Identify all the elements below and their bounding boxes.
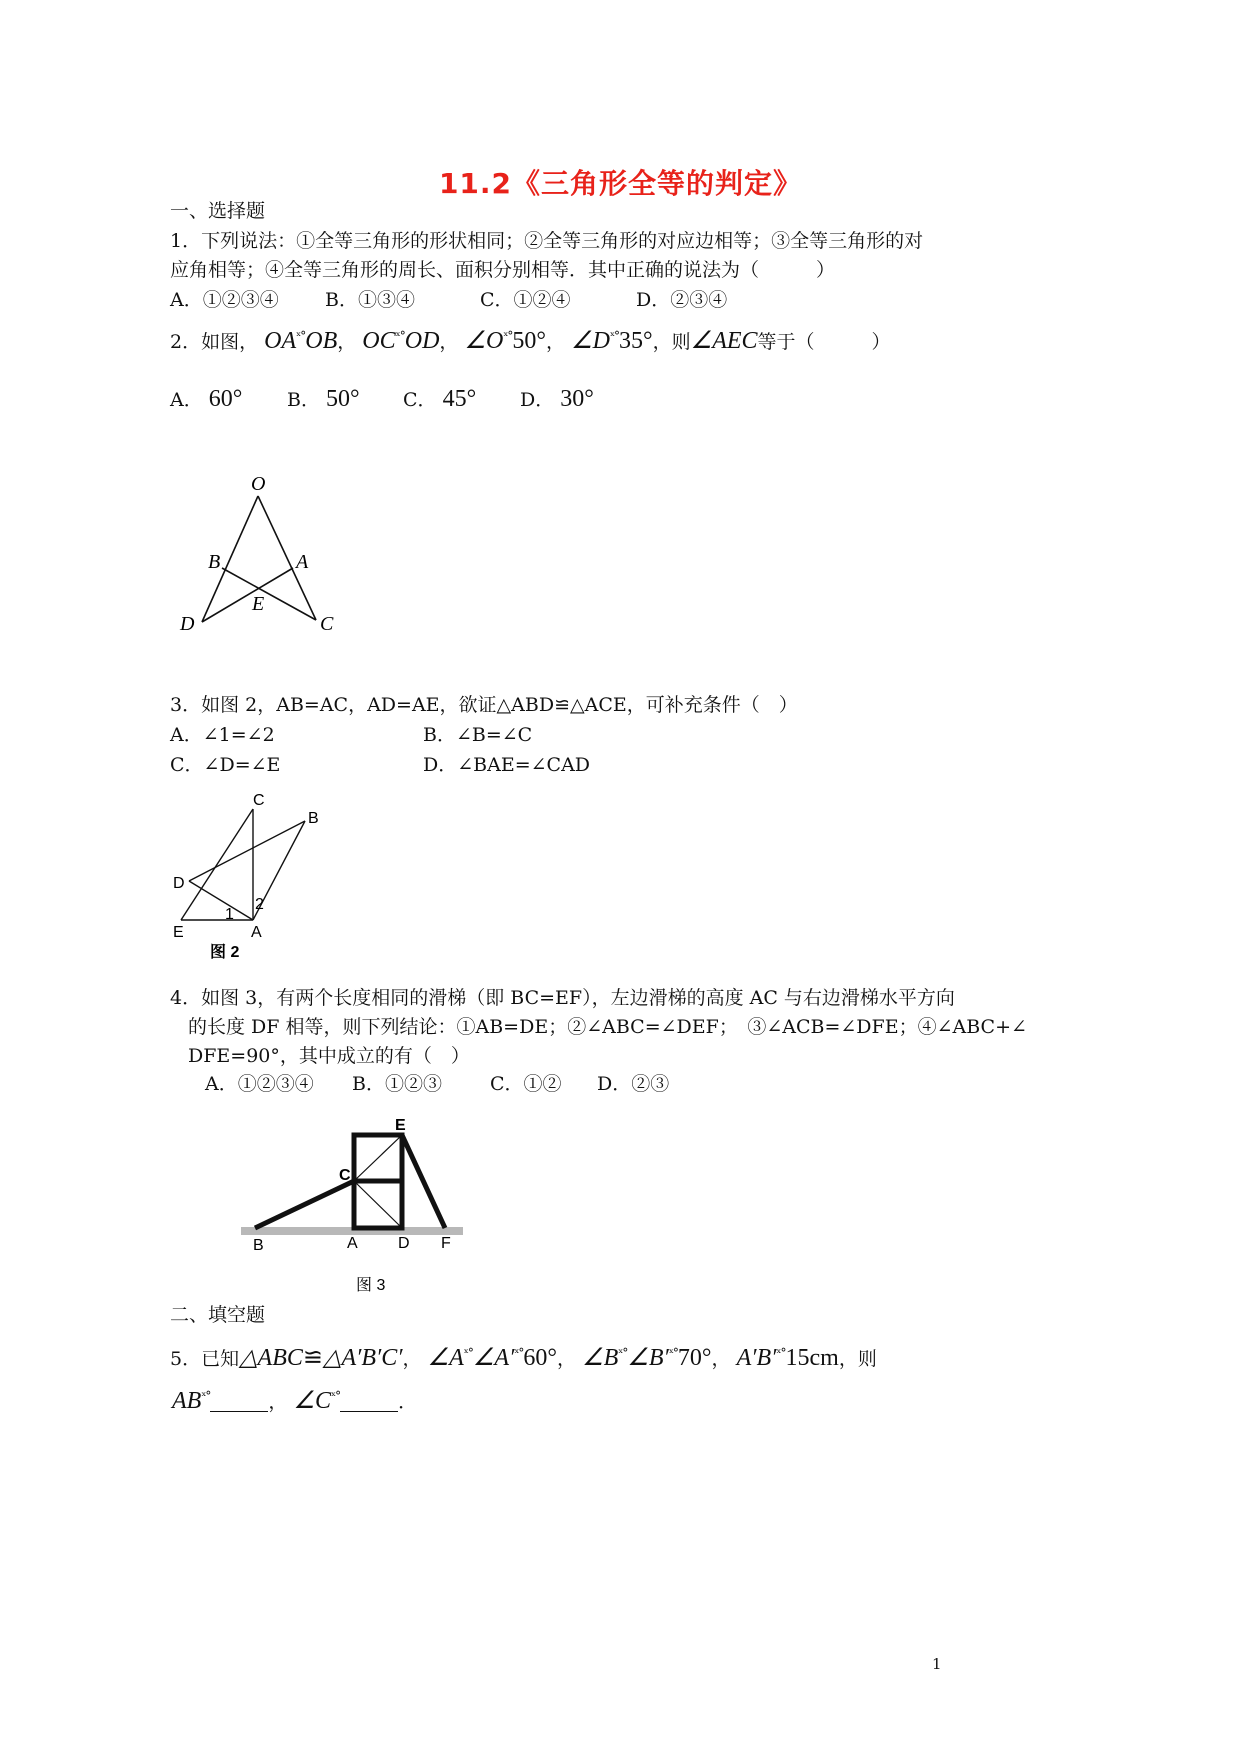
q2-garble-4: ˣ° <box>609 329 620 343</box>
q2-figure <box>170 470 350 640</box>
q4-option-a: A．①②③④ <box>205 1073 314 1095</box>
label-f: F <box>441 1235 451 1252</box>
line-ce <box>354 1135 402 1181</box>
q4-option-d: D．②③ <box>597 1073 670 1095</box>
answer-blank-ab[interactable] <box>210 1391 268 1412</box>
q2-prefix: 2．如图， <box>170 331 259 353</box>
q4-line1: 4．如图 3，有两个长度相同的滑梯（即 BC=EF），左边滑梯的高度 AC 与右边滑梯水平方向 <box>170 987 955 1009</box>
q2-sep-2: ， <box>439 331 459 353</box>
line-bc <box>222 568 316 620</box>
label-c: C <box>253 792 265 809</box>
q2-ze: ，则 <box>652 331 691 353</box>
q5-line1: 5．已知△ABC≌△A′B′C′， $\angle A^{ˣ^\circ}\angle A'^{ˣ^\circ}60^\circ$， $\angle B^{ˣ^\circ}\angle B'^{ˣ^\circ}70^\circ$， $A'B'^{ˣ^\circ}15cm$，则 <box>170 1345 877 1371</box>
q1-option-b: B．①③④ <box>325 289 415 311</box>
q4-option-c: C．①② <box>490 1073 562 1095</box>
line-ad <box>202 568 293 622</box>
label-e: E <box>395 1117 406 1134</box>
figure-2-caption: 图 2 <box>210 944 240 961</box>
q3-option-a: A．∠1=∠2 <box>170 724 275 746</box>
q1-line1: 1．下列说法：①全等三角形的形状相同；②全等三角形的对应边相等；③全等三角形的对 <box>170 230 924 252</box>
page-title: 11.2《三角形全等的判定》 <box>438 167 803 200</box>
q2-option-a: A． 60° <box>170 386 243 412</box>
q5-line2: $AB^{ˣ^\circ}$ ， $\angle C^{ˣ^\circ}$ ． <box>172 1388 418 1414</box>
q1-option-a: A．①②③④ <box>170 289 279 311</box>
q2-sep-1: ， <box>337 331 357 353</box>
slide-bc <box>255 1181 354 1228</box>
label-a: A <box>296 551 309 573</box>
q2-garble-1: ˣ° <box>296 329 306 343</box>
q2-oc: OC <box>362 328 396 354</box>
q2-stem <box>170 326 891 355</box>
label-d: D <box>180 613 195 635</box>
q1-option-c: C．①②④ <box>480 289 571 311</box>
q4-line3: DFE=90°，其中成立的有（ ） <box>188 1045 470 1067</box>
q3-option-b: B．∠B=∠C <box>423 724 533 746</box>
q2-od: OD <box>404 328 440 354</box>
section-heading-fill: 二、填空题 <box>170 1304 266 1326</box>
label-a: A <box>347 1235 358 1252</box>
label-b: B <box>208 551 221 573</box>
q2-sep-3: ， <box>546 331 566 353</box>
q2-garble-2: ˣ° <box>395 329 405 343</box>
q2-option-b: B． 50° <box>287 386 360 412</box>
q3-option-d: D．∠BAE=∠CAD <box>423 754 591 776</box>
q4-figure <box>235 1110 475 1300</box>
slide-ef <box>402 1135 445 1228</box>
label-e: E <box>252 593 265 615</box>
q3-option-c: C．∠D=∠E <box>170 754 281 776</box>
q2-oa: OA <box>264 328 297 354</box>
answer-blank-c[interactable] <box>340 1391 398 1412</box>
figure-3-caption: 图 3 <box>356 1277 386 1294</box>
q1-option-d: D．②③④ <box>636 289 728 311</box>
label-a: A <box>251 924 262 941</box>
label-c: C <box>339 1167 351 1184</box>
label-e: E <box>173 924 184 941</box>
q2-option-c: C． 45° <box>403 386 477 412</box>
line-cd <box>354 1181 402 1228</box>
line-bd <box>189 821 305 881</box>
page-number: 1 <box>932 1655 942 1673</box>
line-da <box>189 881 253 920</box>
label-d: D <box>398 1235 410 1252</box>
q2-aec: ∠AEC <box>690 328 758 354</box>
q2-option-d: D． 30° <box>520 386 594 412</box>
label-c: C <box>320 613 334 635</box>
q2-suffix: 等于（ ） <box>757 331 891 353</box>
section-heading-choice: 一、选择题 <box>170 200 266 222</box>
q1-line2: 应角相等；④全等三角形的周长、面积分别相等．其中正确的说法为（ ） <box>170 259 836 281</box>
label-d: D <box>173 875 185 892</box>
label-b: B <box>308 810 319 827</box>
label-o: O <box>251 473 266 495</box>
line-ce <box>181 809 253 920</box>
q2-val-d: 35° <box>619 328 653 354</box>
q4-line2: 的长度 DF 相等，则下列结论：①AB=DE；②∠ABC=∠DEF； ③∠ACB=∠DFE；④∠ABC+∠ <box>188 1016 1027 1038</box>
q3-figure <box>165 785 335 965</box>
q2-angle-o: ∠O <box>464 328 504 354</box>
q2-val-o: 50° <box>512 328 547 354</box>
q4-option-b: B．①②③ <box>352 1073 442 1095</box>
label-1: 1 <box>225 906 234 923</box>
q2-garble-3: ˣ° <box>503 329 513 343</box>
label-b: B <box>253 1237 264 1254</box>
q3-stem: 3．如图 2，AB=AC，AD=AE，欲证△ABD≌△ACE，可补充条件（ ） <box>170 694 798 716</box>
q2-ob: OB <box>305 328 338 354</box>
label-2: 2 <box>255 896 264 913</box>
q2-angle-d: ∠D <box>571 328 610 354</box>
